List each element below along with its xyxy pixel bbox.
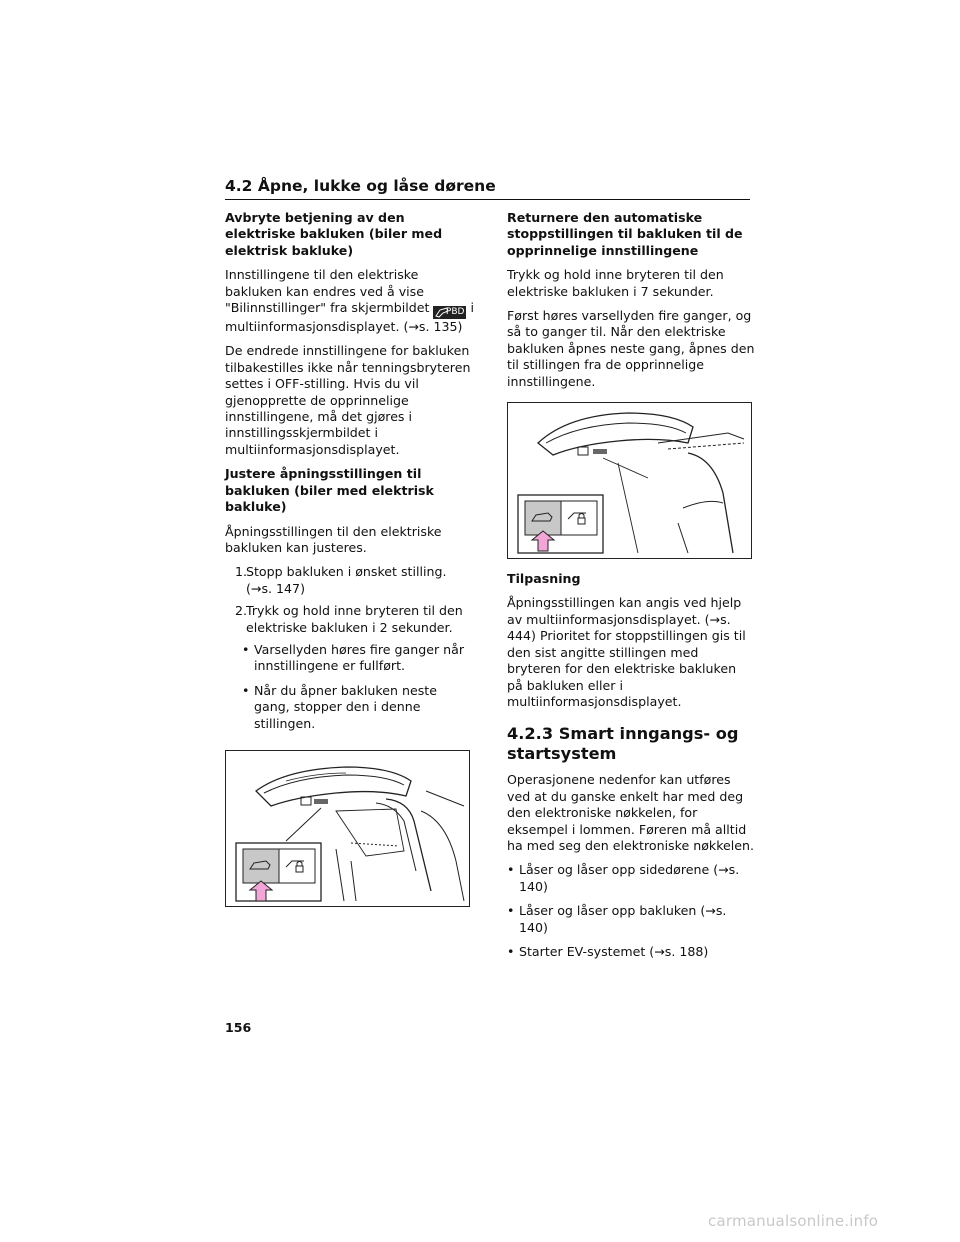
vehicle-settings-icon xyxy=(433,306,466,319)
step-number: 2. xyxy=(235,603,248,619)
list-item-text: Varsellyden høres fire ganger når innstillingene er fullført. xyxy=(254,641,464,674)
bullet-icon: • xyxy=(507,943,515,959)
heading-smart-entry: 4.2.3 Smart inngangs- og startsystem xyxy=(507,724,739,764)
heading-return-default: Returnere den automatiske stoppstillingen til bakluken til de opprinnelige innstillingene xyxy=(507,210,743,258)
bullet-icon: • xyxy=(242,641,250,657)
tailgate-switch-illustration xyxy=(507,402,752,559)
paragraph-text-a: Innstillingene til den elektriske bakluken kan endres ved å vise "Bilinnstillinger" fra skjermbildet xyxy=(225,267,430,316)
paragraph-customization: Åpningsstillingen kan angis ved hjelp av multiinformasjonsdisplayet. (→s. 444) Prioritet for stoppstillingen gis til den sist angitte stillingen med bryteren for den elektriske bakluken på bakluken eller i multiinformasjonsdisplayet. xyxy=(507,595,746,709)
heading-customization: Tilpasning xyxy=(507,571,581,587)
paragraph-reset-note: De endrede innstillingene for bakluken tilbakestilles ikke når tenningsbryteren settes i OFF-stilling. Hvis du vil gjenopprette de opprinnelige innstillingene, må det gjøres i innstillingsskjermbildet i multiinformasjonsdisplayet. xyxy=(225,343,471,457)
step-item xyxy=(235,603,475,636)
list-item xyxy=(507,862,755,895)
left-column xyxy=(225,210,475,907)
step-number: 1. xyxy=(235,564,248,580)
list-item xyxy=(507,903,755,936)
tailgate-open-drawing xyxy=(508,403,751,558)
heading-adjust-opening: Justere åpningsstillingen til bakluken (biler med elektrisk bakluke) xyxy=(225,466,434,515)
list-item xyxy=(242,683,475,732)
paragraph-adjust-intro: Åpningsstillingen til den elektriske bakluken kan justeres. xyxy=(225,523,442,555)
tailgate-open-drawing xyxy=(226,751,469,906)
list-item-text: Låser og låser opp bakluken (→s. 140) xyxy=(519,903,727,935)
step-item xyxy=(235,564,475,597)
step-text: Stopp bakluken i ønsket stilling. (→s. 147) xyxy=(246,564,447,596)
section-header: 4.2 Åpne, lukke og låse dørene xyxy=(225,177,750,200)
vehicle-settings-icon-label: PBD xyxy=(445,307,465,318)
list-item xyxy=(242,642,475,675)
heading-cancel-operation: Avbryte betjening av den elektriske bakluken (biler med elektrisk bakluke) xyxy=(225,210,443,258)
bullet-icon: • xyxy=(507,862,515,878)
page-number: 156 xyxy=(225,1020,252,1035)
list-item-text: Låser og låser opp sidedørene (→s. 140) xyxy=(519,862,740,894)
tailgate-switch-illustration xyxy=(225,750,470,907)
watermark: carmanualsonline.info xyxy=(708,1212,879,1230)
paragraph-sound-info: Først høres varsellyden fire ganger, og så to ganger til. Når den elektriske bakluken åpnes neste gang, åpnes den til stillingen fra de opprinnelige innstillingene. xyxy=(507,308,755,389)
list-item-text: Starter EV-systemet (→s. 188) xyxy=(519,943,709,959)
right-column xyxy=(507,210,755,968)
step-text: Trykk og hold inne bryteren til den elektriske bakluken i 2 sekunder. xyxy=(246,603,463,635)
paragraph-settings-change xyxy=(225,267,475,335)
paragraph-text-b: i multiinformasjonsdisplayet. (→s. 135) xyxy=(225,300,474,335)
bullet-icon: • xyxy=(507,903,515,919)
list-item-text: Når du åpner bakluken neste gang, stopper den i denne stillingen. xyxy=(254,682,437,731)
paragraph-hold-7s: Trykk og hold inne bryteren til den elektriske bakluken i 7 sekunder. xyxy=(507,267,724,299)
bullet-icon: • xyxy=(242,682,250,698)
paragraph-smart-entry: Operasjonene nedenfor kan utføres ved at du ganske enkelt har med deg den elektroniske nøkkelen, for eksempel i lommen. Føreren må alltid ha med seg den elektroniske nøkkelen. xyxy=(507,772,755,853)
list-item xyxy=(507,944,755,960)
